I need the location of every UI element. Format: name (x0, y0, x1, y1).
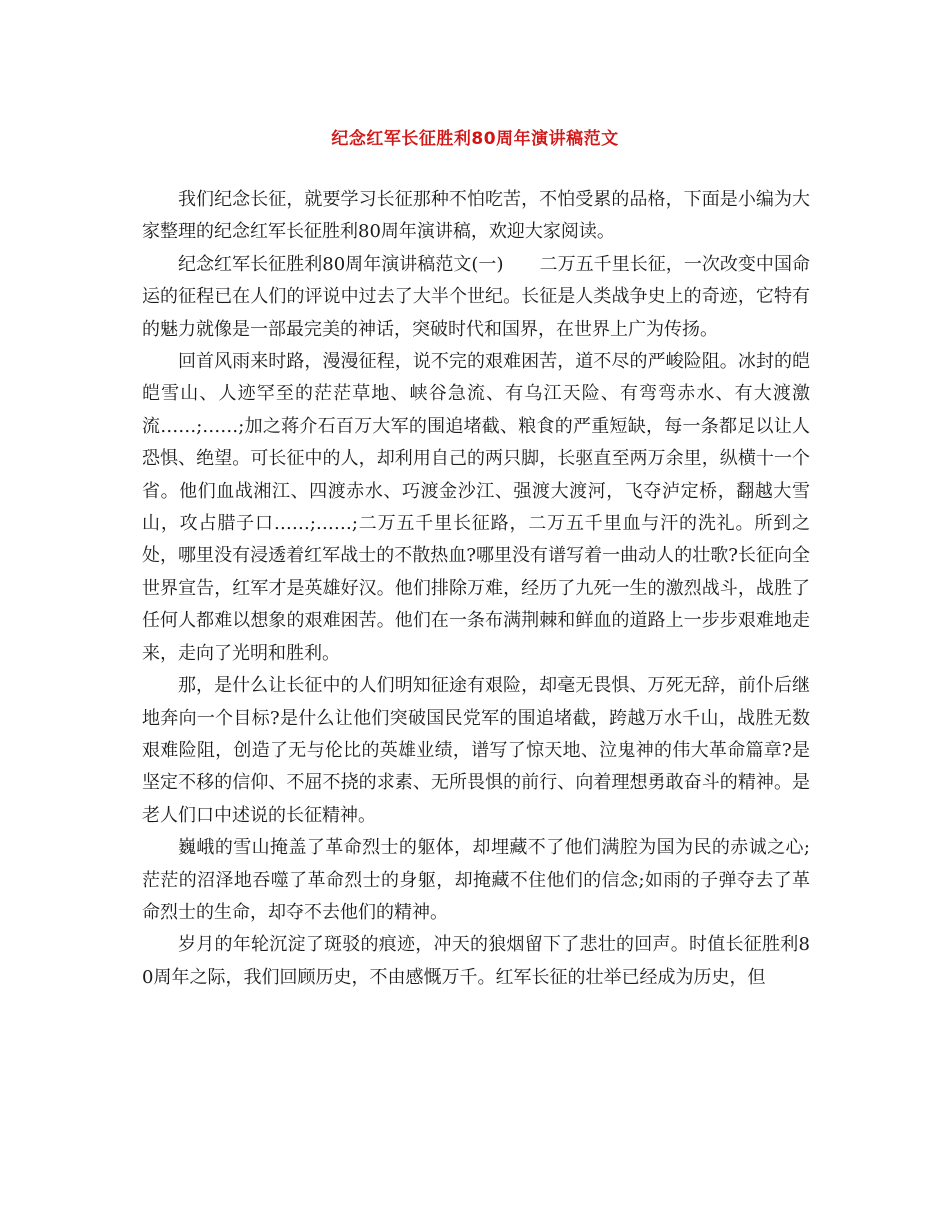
paragraph-4: 巍峨的雪山掩盖了革命烈士的躯体，却埋藏不了他们满腔为国为民的赤诚之心;茫茫的沼泽地吞噬了革命烈士的身躯，却掩藏不住他们的信念;如雨的子弹夺去了革命烈士的生命，却夺不去他们的精神。 (142, 837, 810, 923)
paragraph-2: 回首风雨来时路，漫漫征程，说不完的艰难困苦，道不尽的严峻险阻。冰封的皑皑雪山、人迹罕至的茫茫草地、峡谷急流、有乌江天险、有弯弯赤水、有大渡激流……;……;加之蒋介石百万大军的围追堵截、粮食的严重短缺，每一条都足以让人恐惧、绝望。可长征中的人，却利用自己的两只脚，长驱直至两万余里，纵横十一个省。他们血战湘江、四渡赤水、巧渡金沙江、强渡大渡河，飞夺泸定桥，翻越大雪山，攻占腊子口……;……;二万五千里长征路，二万五千里血与汗的洗礼。所到之处，哪里没有浸透着红军战士的不散热血?哪里没有谱写着一曲动人的壮歌?长征向全世界宣告，红军才是英雄好汉。他们排除万难，经历了九死一生的激烈战斗，战胜了任何人都难以想象的艰难困苦。他们在一条布满荆棘和鲜血的道路上一步步艰难地走来，走向了光明和胜利。 (142, 351, 810, 664)
paragraph-intro: 我们纪念长征，就要学习长征那种不怕吃苦，不怕受累的品格，下面是小编为大家整理的纪念红军长征胜利80周年演讲稿，欢迎大家阅读。 (142, 189, 810, 243)
document-body (142, 184, 810, 994)
paragraph-5: 岁月的年轮沉淀了斑驳的痕迹，冲天的狼烟留下了悲壮的回声。时值长征胜利80周年之际，我们回顾历史，不由感慨万千。红军长征的壮举已经成为历史，但 (142, 934, 810, 988)
document-title: 纪念红军长征胜利80周年演讲稿范文 (331, 129, 619, 149)
paragraph-3: 那，是什么让长征中的人们明知征途有艰险，却毫无畏惧、万死无辞，前仆后继地奔向一个目标?是什么让他们突破国民党军的围追堵截，跨越万水千山，战胜无数艰难险阻，创造了无与伦比的英雄业绩，谱写了惊天地、泣鬼神的伟大革命篇章?是坚定不移的信仰、不屈不挠的求素、无所畏惧的前行、向着理想勇敢奋斗的精神。是老人们口中述说的长征精神。 (142, 675, 810, 826)
paragraph-1: 纪念红军长征胜利80周年演讲稿范文(一) 二万五千里长征，一次改变中国命运的征程已在人们的评说中过去了大半个世纪。长征是人类战争史上的奇迹，它特有的魅力就像是一部最完美的神话，突破时代和国界，在世界上广为传扬。 (142, 253, 810, 340)
